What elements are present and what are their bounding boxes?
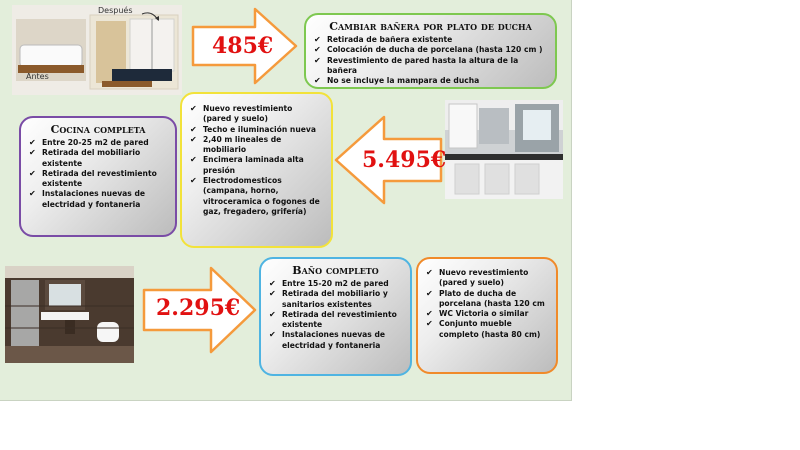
- offer-list-kitchen-extras: [190, 104, 323, 217]
- offer-list-item: [29, 148, 167, 169]
- offer-list-item-text: WC Victoria o similar: [439, 309, 529, 319]
- bathroom-photo: [5, 266, 134, 363]
- offer-list-item: [426, 268, 548, 289]
- offer-list-item: [314, 45, 547, 55]
- checkmark-icon: ✔: [269, 289, 276, 299]
- offer-list-item: [269, 279, 402, 289]
- offer-list-item-text: Retirada del mobiliario existente: [42, 148, 141, 168]
- checkmark-icon: ✔: [190, 104, 197, 113]
- offer-list-item-text: No se incluye la mampara de ducha: [327, 76, 480, 86]
- offer-list-item-text: Entre 20-25 m2 de pared: [42, 138, 149, 147]
- offer-list-item-text: Techo e iluminación nueva: [203, 124, 316, 134]
- offer-box-kitchen: [19, 116, 177, 237]
- offer-list-item-text: Plato de ducha de porcelana (hasta 120 cm: [439, 288, 545, 308]
- offer-box-kitchen-extras: [180, 92, 333, 248]
- checkmark-icon: ✔: [29, 189, 36, 199]
- offer-list-item-text: Nuevo revestimiento (pared y suelo): [439, 268, 529, 288]
- kitchen-illustration: [445, 100, 563, 199]
- offer-list-item-text: Encimera laminada alta presión: [203, 155, 304, 175]
- offer-list-item-text: Instalaciones nuevas de electridad y fontaneria: [42, 189, 146, 209]
- offer-list-item-text: Nuevo revestimiento (pared y suelo): [203, 104, 293, 124]
- price-kitchen: 5.495€: [362, 147, 447, 173]
- offer-list-item-text: Retirada de bañera existente: [327, 35, 453, 44]
- checkmark-icon: ✔: [190, 134, 197, 144]
- checkmark-icon: ✔: [29, 138, 36, 147]
- offer-list-item-text: 2,40 m lineales de mobiliario: [203, 134, 282, 155]
- offer-list-item: [269, 310, 402, 331]
- checkmark-icon: ✔: [29, 148, 36, 158]
- offer-title-kitchen: Cocina completa: [50, 123, 146, 136]
- checkmark-icon: ✔: [190, 124, 197, 134]
- offer-list-item: [190, 135, 323, 156]
- offer-box-bathroom-extras: [416, 257, 558, 374]
- offer-list-item-text: Instalaciones nuevas de electridad y fontaneria: [282, 330, 386, 350]
- checkmark-icon: ✔: [269, 330, 276, 340]
- checkmark-icon: ✔: [426, 309, 433, 319]
- offer-list-item: [190, 155, 323, 176]
- offer-list-item: [314, 76, 547, 86]
- checkmark-icon: ✔: [314, 76, 321, 86]
- offer-list-item: [29, 169, 167, 190]
- checkmark-icon: ✔: [314, 35, 321, 44]
- offer-list-item-text: Revestimiento de pared hasta la altura de la bañera: [327, 55, 519, 75]
- offer-list-bathroom: [269, 279, 402, 351]
- offer-list-item-text: Electrodomesticos (campana, horno, vitroceramica o fogones de gaz, fregadero, grifería): [203, 176, 320, 216]
- offer-list-item: [190, 176, 323, 217]
- offer-list-item: [426, 319, 548, 340]
- offer-title-bathroom: Baño completo: [292, 264, 379, 277]
- offer-list-item: [190, 104, 323, 125]
- offer-list-item: [426, 309, 548, 319]
- offer-list-item-text: Retirada del mobiliario y sanitarios existentes: [282, 289, 388, 309]
- offer-list-item-text: Retirada del revestimiento existente: [42, 168, 157, 189]
- offer-list-item-text: Retirada del revestimiento existente: [282, 309, 397, 330]
- checkmark-icon: ✔: [314, 45, 321, 55]
- offer-list-item: [29, 138, 167, 148]
- offer-list-item-text: Conjunto mueble completo (hasta 80 cm): [439, 319, 541, 339]
- curved-pointer-icon: [140, 8, 164, 26]
- offer-list-item: [190, 125, 323, 135]
- offer-box-shower: [304, 13, 557, 89]
- offer-list-kitchen: [29, 138, 167, 210]
- checkmark-icon: ✔: [426, 319, 433, 329]
- price-bathroom: 2.295€: [156, 295, 241, 321]
- offer-list-item: [269, 289, 402, 310]
- offer-list-item: [426, 289, 548, 310]
- offer-list-item: [29, 189, 167, 210]
- offer-list-item: [269, 330, 402, 351]
- checkmark-icon: ✔: [314, 55, 321, 65]
- price-bath-shower: 485€: [212, 33, 274, 59]
- checkmark-icon: ✔: [29, 168, 36, 178]
- offer-list-item-text: Entre 15-20 m2 de pared: [282, 279, 389, 288]
- offer-list-shower: [314, 35, 547, 86]
- checkmark-icon: ✔: [269, 279, 276, 288]
- checkmark-icon: ✔: [190, 176, 197, 186]
- offer-box-bathroom: [259, 257, 412, 376]
- checkmark-icon: ✔: [426, 288, 433, 298]
- before-label: Antes: [26, 72, 49, 81]
- checkmark-icon: ✔: [190, 155, 197, 165]
- after-label: Después: [98, 6, 133, 15]
- checkmark-icon: ✔: [269, 309, 276, 319]
- offer-list-item-text: Colocación de ducha de porcelana (hasta 120 cm ): [327, 45, 543, 55]
- offer-title-shower: Cambiar bañera por plato de ducha: [329, 20, 532, 33]
- bathroom-illustration: [5, 266, 134, 363]
- kitchen-photo: [445, 100, 563, 199]
- offer-list-item: [314, 56, 547, 77]
- offer-list-item: [314, 35, 547, 45]
- offer-list-bathroom-extras: [426, 268, 548, 340]
- checkmark-icon: ✔: [426, 268, 433, 277]
